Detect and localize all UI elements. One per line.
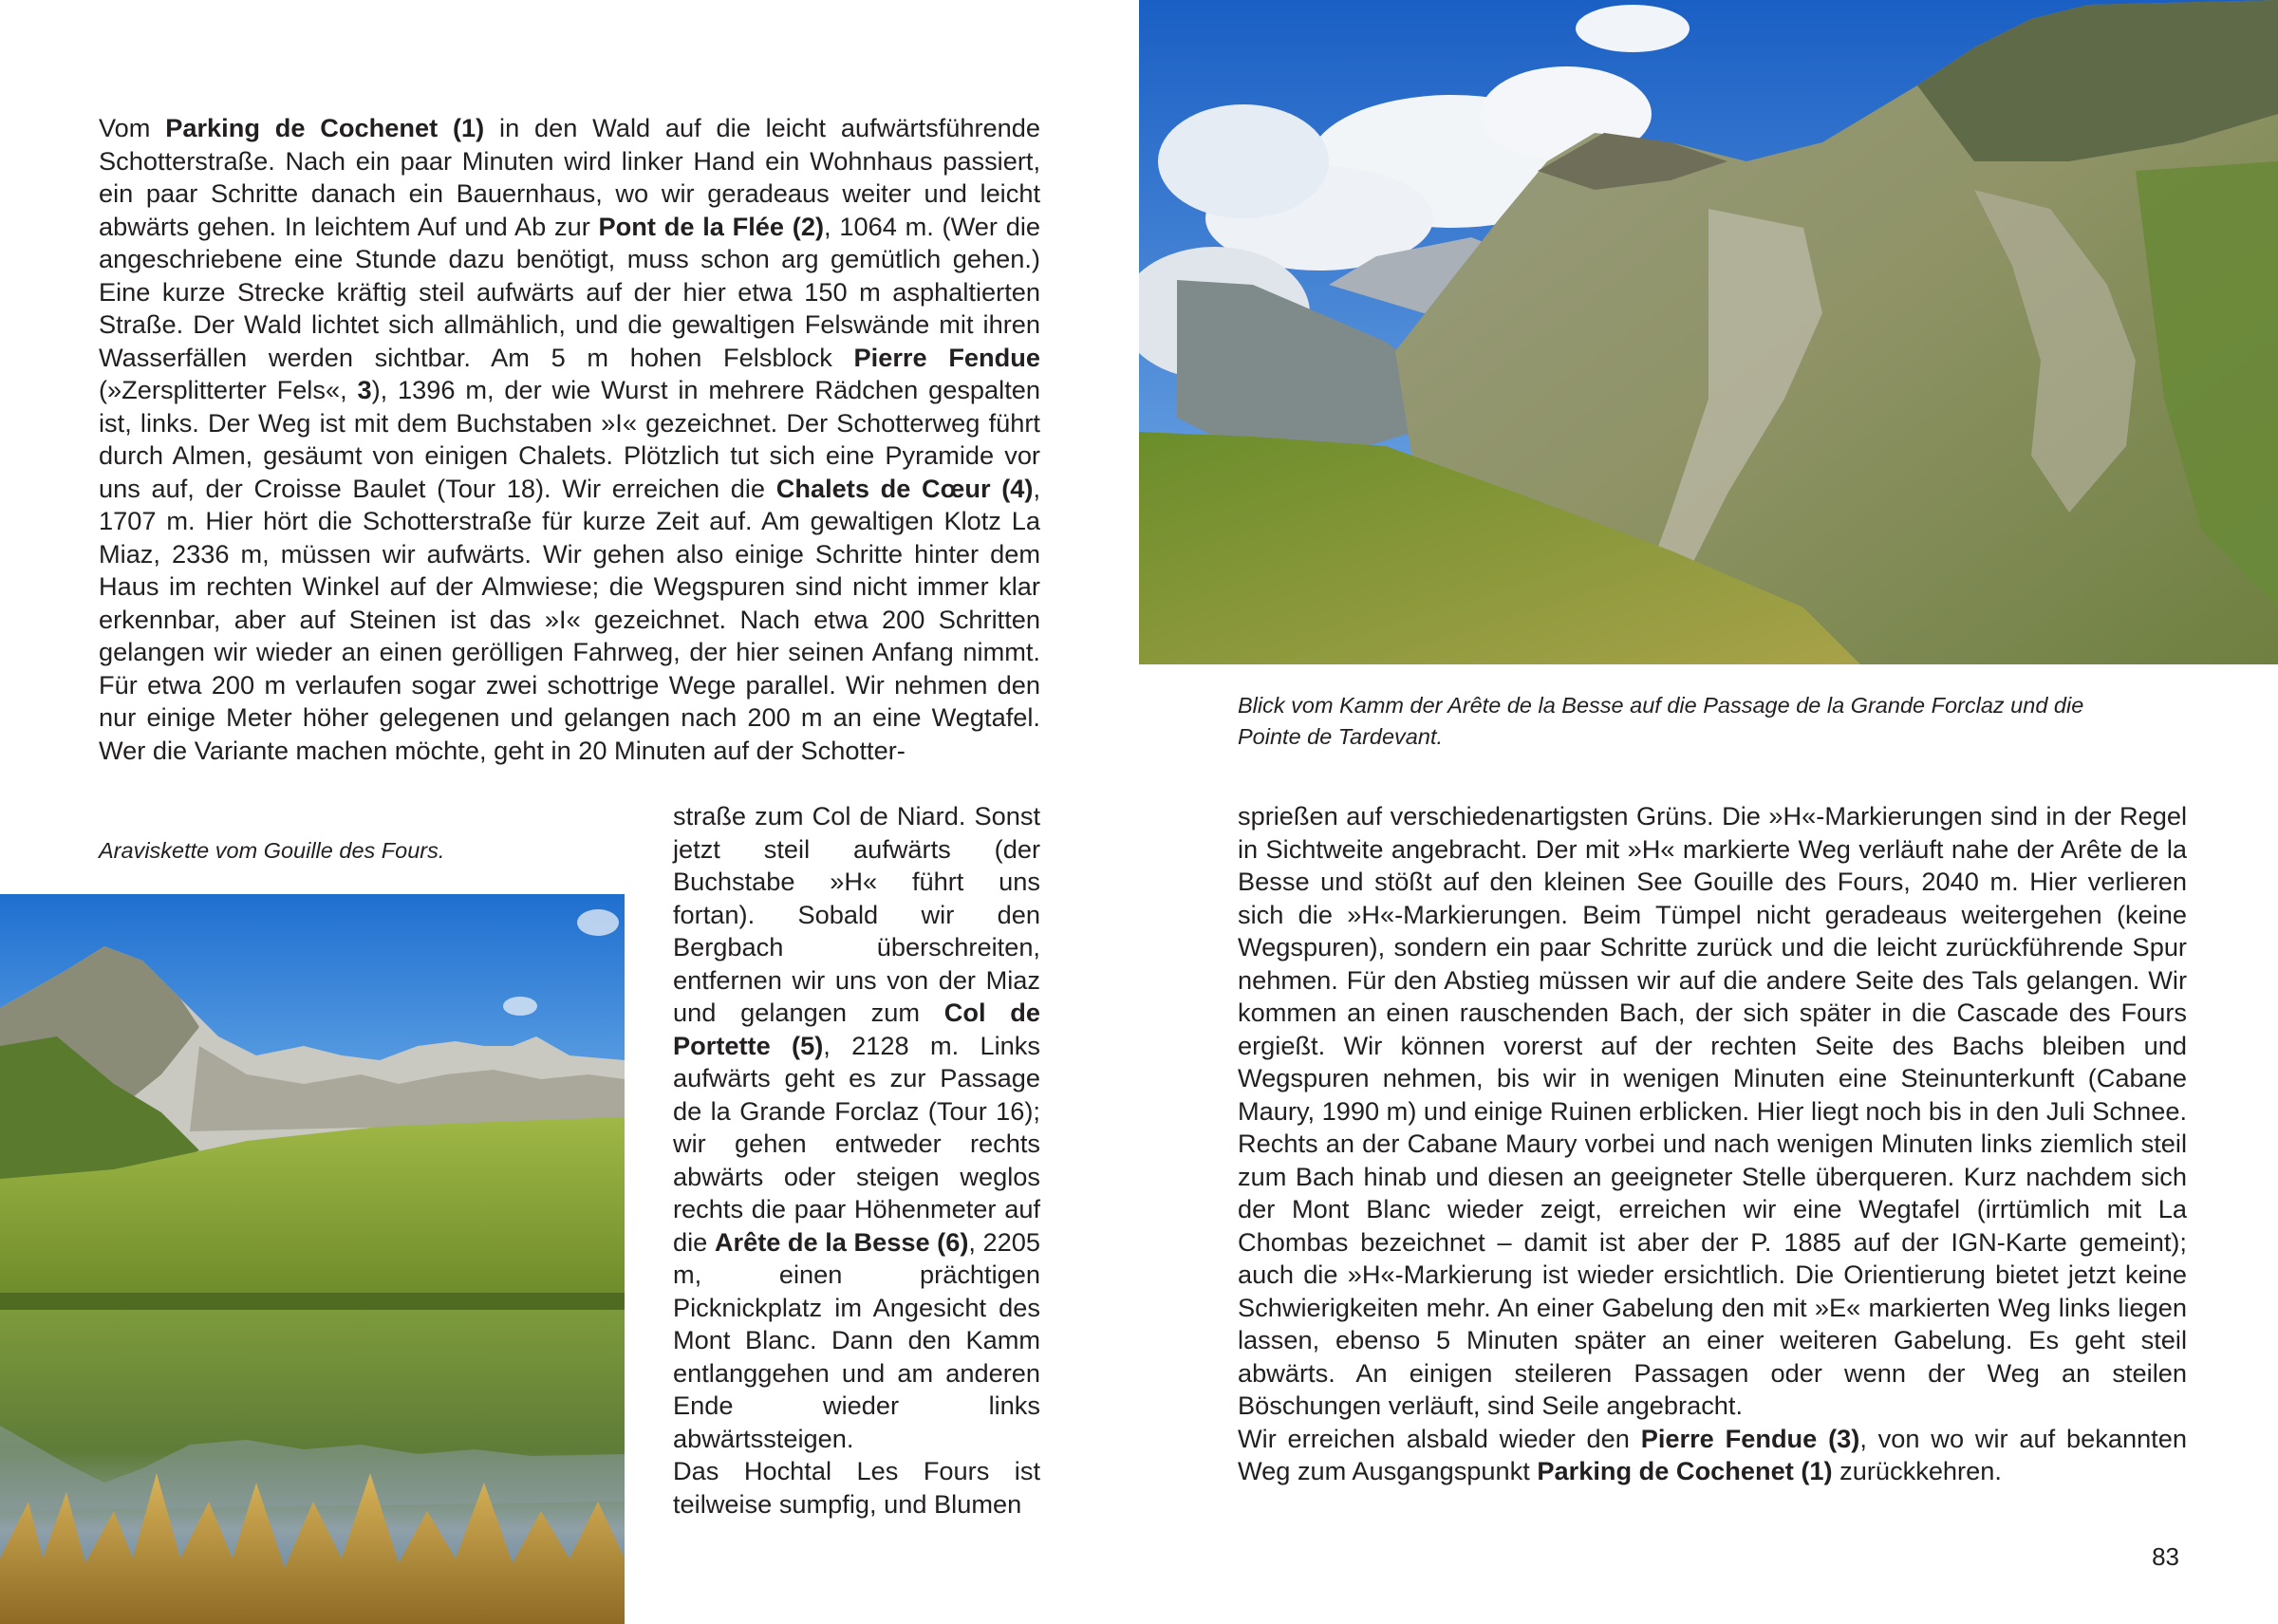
place-pont-de-la-flee: Pont de la Flée (2) [598, 211, 825, 241]
text-run: straße zum Col de Niard. Sonst jetzt steil aufwärts (der Buchstabe »H« führt uns fortan). Sobald wir den Bergbach überschreiten, entfernen wir uns von der Miaz und gelangen zum [673, 801, 1040, 1027]
text-run: , 2205 m, einen prächtigen Picknickplatz im Angesicht des Mont Blanc. Dann den Kamm entlanggehen und am anderen Ende wieder links abwärtssteigen. [673, 1226, 1040, 1453]
text-run: Vom [99, 113, 166, 142]
text-run: in den Wald auf die leicht aufwärtsführende Schotterstraße. Nach ein paar Minuten wird linker Hand ein Wohnhaus passiert, ein paar Schritte danach ein Bauernhaus, wo wir geradeaus weiter und leicht abwärts gehen. In leichtem Auf und Ab zur [99, 113, 1040, 241]
text-run: , 1064 m. (Wer die angeschriebene eine Stunde dazu benötigt, muss schon arg gemütlich gehen.) Eine kurze Strecke kräftig steil aufwärts auf der hier etwa 150 m asphaltierten Straße. Der Wald lichtet sich allmählich, und die gewaltigen Felswände mit ihren Wasserfällen werden sichtbar. Am 5 m hohen Felsblock [99, 211, 1040, 372]
caption-line: Pointe de Tardevant. [1238, 724, 1444, 749]
text-run: , von wo wir auf bekannten Weg zum Ausgangspunkt [1238, 1423, 2187, 1485]
photo-arete-de-la-besse [1139, 0, 2278, 664]
text-run: sprießen auf verschiedenartigsten Grüns. Die »H«-Markierungen sind in der Regel in Sichtweite angebracht. Der mit »H« markierte Weg verläuft nahe der Arête de la Besse und stößt auf den kleinen See Gouille des Fours, 2040 m. Hier verlieren sich die »H«-Markierungen. Beim Tümpel nicht geradeaus weitergehen (keine Wegspuren), sondern ein paar Schritte zurück und die leicht zurückführende Spur nehmen. Für den Abstieg müssen wir auf die andere Seite des Tals gelangen. Wir kommen an einen rauschenden Bach, der sich später in die Cascade des Fours ergießt. Wir können vorerst auf der rechten Seite des Bachs bleiben und Wegspuren nehmen, bis wir in wenigen Minuten eine Steinunterkunft (Cabane Maury, 1990 m) und einige Ruinen erblicken. Hier liegt noch bis in den Juli Schnee. Rechts an der Cabane Maury vorbei und nach wenigen Minuten links ziemlich steil zum Bach hinab und diesen an geeigneter Stelle überqueren. Kurz nachdem sich der Mont Blanc wieder zeigt, erreichen wir eine Wegtafel (irrtümlich mit La Chombas bezeichnet – damit ist aber der P. 1885 auf der IGN-Karte gemeint); auch die »H«-Markierung ist wieder ersichtlich. Die Orientierung bietet jetzt keine Schwierigkeiten mehr. An einer Gabelung den mit »E« markierten Weg links liegen lassen, ebenso 5 Minuten später an einer weiteren Gabelung. Es geht steil abwärts. An einigen steileren Passagen oder wenn der Weg an steilen Böschungen verläuft, sind Seile angebracht. [1238, 801, 2187, 1420]
caption-line: Blick vom Kamm der Arête de la Besse auf die Passage de la Grande Forclaz und die [1238, 693, 2084, 718]
right-page [1139, 0, 2278, 1624]
text-run: Wir erreichen alsbald wieder den [1238, 1423, 1641, 1453]
place-pierre-fendue: Pierre Fendue (3) [1640, 1423, 1860, 1453]
text-run: , 1707 m. Hier hört die Schotterstraße für kurze Zeit auf. Am gewaltigen Klotz La Miaz, 2336 m, müssen wir aufwärts. Wir gehen also einige Schritte hinter dem Haus im rechten Winkel auf der Almwiese; die Wegspuren sind nicht immer klar erkennbar, aber auf Steinen ist das »I« gezeichnet. Nach etwa 200 Schritten gelangen wir wieder an einen gerölligen Fahrweg, der hier seinen Anfang nimmt. Für etwa 200 m verlaufen sogar zwei schottrige Wege parallel. Wir nehmen den nur einige Meter höher gelegenen und gelangen nach 200 m an eine Wegtafel. Wer die Variante machen möchte, geht in 20 Minuten auf der Schotter- [99, 473, 1040, 765]
text-run: (»Zersplitterter Fels«, [99, 375, 358, 404]
place-pierre-fendue: Pierre Fendue [853, 342, 1040, 372]
place-parking-de-cochenet: Parking de Cochenet (1) [1537, 1456, 1833, 1485]
place-chalets-de-coeur: Chalets de Cœur (4) [775, 473, 1034, 503]
narrow-text-column [673, 800, 1040, 1521]
waypoint-number: 3 [357, 375, 372, 404]
photo-caption-lake: Araviskette vom Gouille des Fours. [99, 838, 445, 863]
right-text-column [1238, 800, 2187, 1488]
photo-aravis-lake [0, 894, 625, 1624]
photo-caption-ridge [1238, 690, 2187, 753]
place-arete-de-la-besse: Arête de la Besse (6) [714, 1226, 969, 1257]
place-col-de-portette: Col de Portette (5) [673, 998, 1040, 1060]
place-parking-de-cochenet: Parking de Cochenet (1) [165, 113, 485, 142]
main-text-column [99, 112, 1040, 767]
page-number: 83 [2152, 1542, 2179, 1571]
text-run: Das Hochtal Les Fours ist teilweise sumpfig, und Blumen [673, 1456, 1040, 1519]
text-run: ), 1396 m, der wie Wurst in mehrere Rädchen gespalten ist, links. Der Weg ist mit dem Buchstaben »I« gezeichnet. Der Schotterweg führt durch Almen, gesäumt von einigen Chalets. Plötzlich tut sich eine Pyramide vor uns auf, der Croisse Baulet (Tour 18). Wir erreichen die [99, 375, 1040, 503]
text-run: , 2128 m. Links aufwärts geht es zur Passage de la Grande Forclaz (Tour 16); wir gehen entweder rechts abwärts oder steigen weglos rechts die paar Höhenmeter auf die [673, 1030, 1040, 1257]
text-run: zurückkehren. [1832, 1456, 2002, 1485]
